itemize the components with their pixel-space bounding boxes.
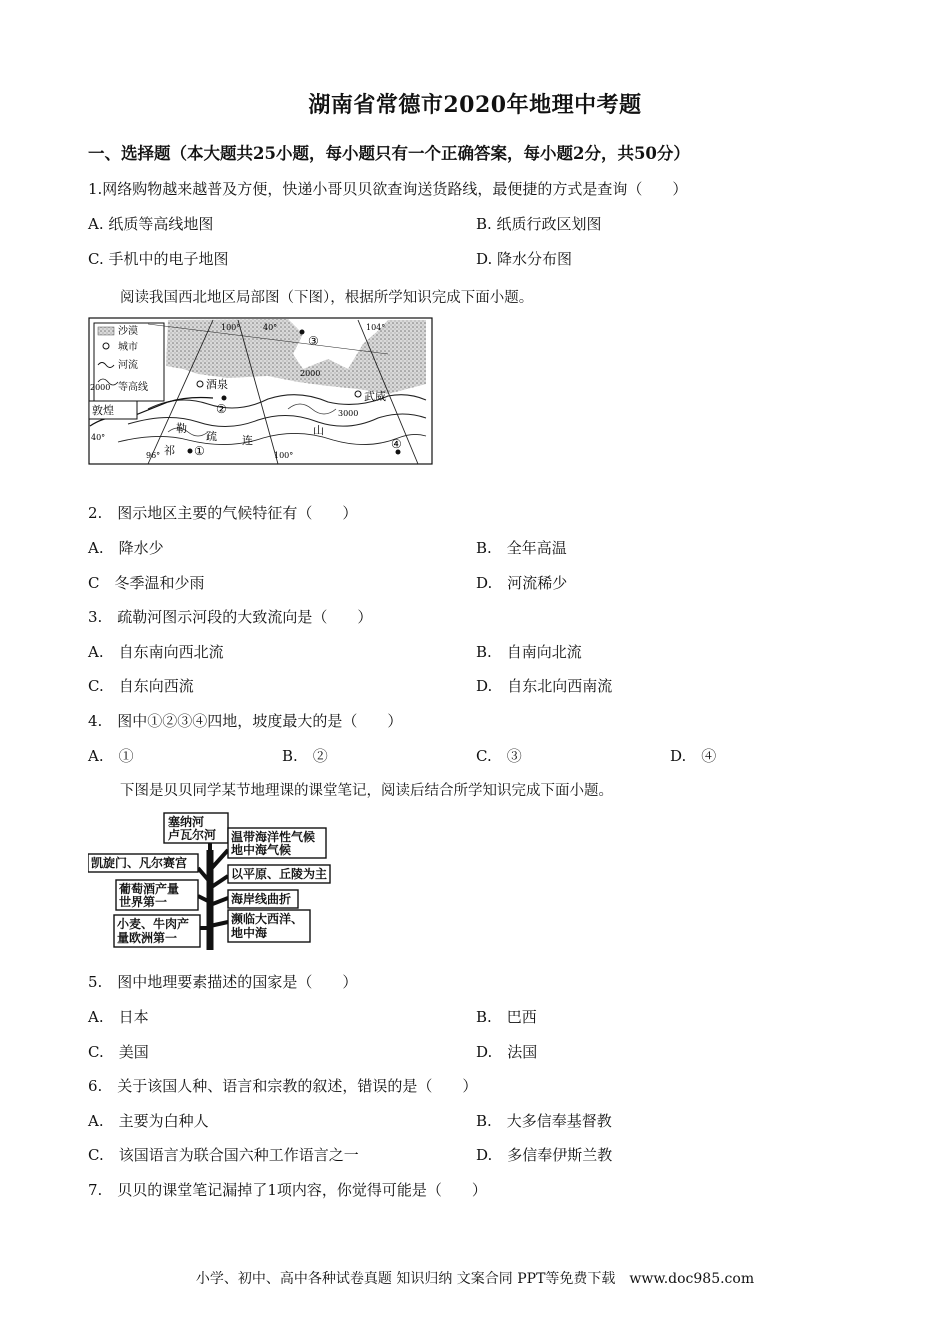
- q2-option-d: D. 河流稀少: [476, 574, 568, 592]
- contour-3000: 3000: [338, 409, 359, 418]
- q6-option-c: C. 该国语言为联合国六种工作语言之一: [88, 1146, 359, 1164]
- tree-right1-line2: 地中海气候: [231, 843, 292, 857]
- q1-stem: 1.网络购物越来越普及方便，快递小哥贝贝欲查询送货路线，最便捷的方式是查询（ ）: [88, 180, 688, 198]
- tree-left1-line1: 凯旋门、凡尔赛宫: [91, 856, 188, 870]
- intro-map: 阅读我国西北地区局部图（下图），根据所学知识完成下面小题。: [120, 290, 534, 306]
- map-legend: [90, 323, 164, 401]
- q2-stem: 2. 图示地区主要的气候特征有（ ）: [88, 504, 358, 522]
- label-shu: 疏: [206, 430, 217, 443]
- tree-right2-line1: 以平原、丘陵为主: [231, 867, 328, 881]
- tree-top-line1: 塞纳河: [168, 815, 205, 829]
- legend-river: 河流: [118, 360, 138, 371]
- q1-option-c: C. 手机中的电子地图: [88, 250, 229, 268]
- point-4: ④: [391, 437, 402, 451]
- tree-left3-line2: 量欧洲第一: [117, 931, 178, 945]
- q4-option-d: D. ④: [670, 747, 717, 765]
- section-heading: 一、选择题（本大题共25小题，每小题只有一个正确答案，每小题2分，共50分）: [88, 144, 690, 163]
- latitude-40-left: 40°: [91, 433, 106, 442]
- q2-option-b: B. 全年高温: [476, 539, 567, 557]
- q5-option-c: C. 美国: [88, 1043, 149, 1061]
- intro-notes: 下图是贝贝同学某节地理课的课堂笔记，阅读后结合所学知识完成下面小题。: [120, 783, 613, 799]
- q2-option-c: C 冬季温和少雨: [88, 574, 205, 592]
- q7-stem: 7. 贝贝的课堂笔记漏掉了1项内容，你觉得可能是（ ）: [88, 1181, 487, 1199]
- q6-stem: 6. 关于该国人种、语言和宗教的叙述，错误的是（ ）: [88, 1077, 478, 1095]
- q5-option-a: A. 日本: [88, 1008, 149, 1026]
- q1-option-d: D. 降水分布图: [476, 250, 573, 268]
- q1-option-b: B. 纸质行政区划图: [476, 215, 602, 233]
- tree-left2-line2: 世界第一: [119, 895, 168, 909]
- q3-option-d: D. 自东北向西南流: [476, 677, 613, 695]
- q5-option-b: B. 巴西: [476, 1008, 537, 1026]
- point-3: ③: [308, 334, 319, 348]
- q3-option-c: C. 自东向西流: [88, 677, 194, 695]
- tree-right4-line1: 濒临大西洋、: [231, 912, 304, 926]
- legend-desert: 沙漠: [118, 326, 138, 337]
- q6-option-a: A. 主要为白种人: [88, 1112, 209, 1130]
- q5-stem: 5. 图中地理要素描述的国家是（ ）: [88, 973, 358, 991]
- label-lian: 连: [242, 434, 253, 447]
- class-notes-tree: [88, 810, 333, 952]
- tree-right1-line1: 温带海洋性气候: [231, 830, 316, 844]
- q4-stem: 4. 图中①②③④四地，坡度最大的是（ ）: [88, 712, 403, 730]
- latitude-40-top: 40°: [263, 323, 278, 332]
- label-le: 勒: [176, 422, 187, 435]
- q2-option-a: A. 降水少: [88, 539, 164, 557]
- tree-top-line2: 卢瓦尔河: [168, 828, 217, 842]
- q4-option-a: A. ①: [88, 747, 134, 765]
- contour-2000: 2000: [300, 369, 321, 378]
- meridian-104: 104°: [366, 323, 386, 332]
- label-shan: 山: [313, 424, 324, 437]
- city-jiuquan: 酒泉: [206, 378, 228, 391]
- point-1: ①: [194, 444, 205, 458]
- meridian-100-top: 100°: [221, 323, 241, 332]
- q3-stem: 3. 疏勒河图示河段的大致流向是（ ）: [88, 608, 373, 626]
- q6-option-b: B. 大多信奉基督教: [476, 1112, 612, 1130]
- tree-right4-line2: 地中海: [231, 926, 268, 940]
- desert-legend-icon: [98, 327, 114, 335]
- legend-contour-value: 2000: [90, 383, 111, 392]
- tree-left3-line1: 小麦、牛肉产: [117, 917, 190, 931]
- city-wuwei: 武威: [364, 390, 386, 403]
- point-2: ②: [216, 402, 227, 416]
- city-dunhuang: 敦煌: [92, 404, 114, 417]
- city-legend-icon: [103, 343, 109, 349]
- q3-option-b: B. 自南向北流: [476, 643, 582, 661]
- legend-contour: 等高线: [118, 382, 148, 393]
- q4-option-b: B. ②: [282, 747, 328, 765]
- page-footer: 小学、初中、高中各种试卷真题 知识归纳 文案合同 PPT等免费下载 www.doc985.com: [195, 1271, 755, 1287]
- q1-option-a: A. 纸质等高线地图: [88, 215, 214, 233]
- q5-option-d: D. 法国: [476, 1043, 538, 1061]
- page-title: 湖南省常德市2020年地理中考题: [308, 92, 642, 118]
- tree-left2-line1: 葡萄酒产量: [119, 882, 180, 896]
- legend-city: 城市: [118, 342, 138, 353]
- q3-option-a: A. 自东南向西北流: [88, 643, 224, 661]
- meridian-96: 96°: [146, 451, 161, 460]
- q4-option-c: C. ③: [476, 747, 522, 765]
- tree-right3-line1: 海岸线曲折: [231, 892, 292, 906]
- meridian-100-bottom: 100°: [274, 451, 294, 460]
- q6-option-d: D. 多信奉伊斯兰教: [476, 1146, 613, 1164]
- northwest-china-map: [88, 314, 434, 466]
- label-qi: 祁: [164, 444, 175, 457]
